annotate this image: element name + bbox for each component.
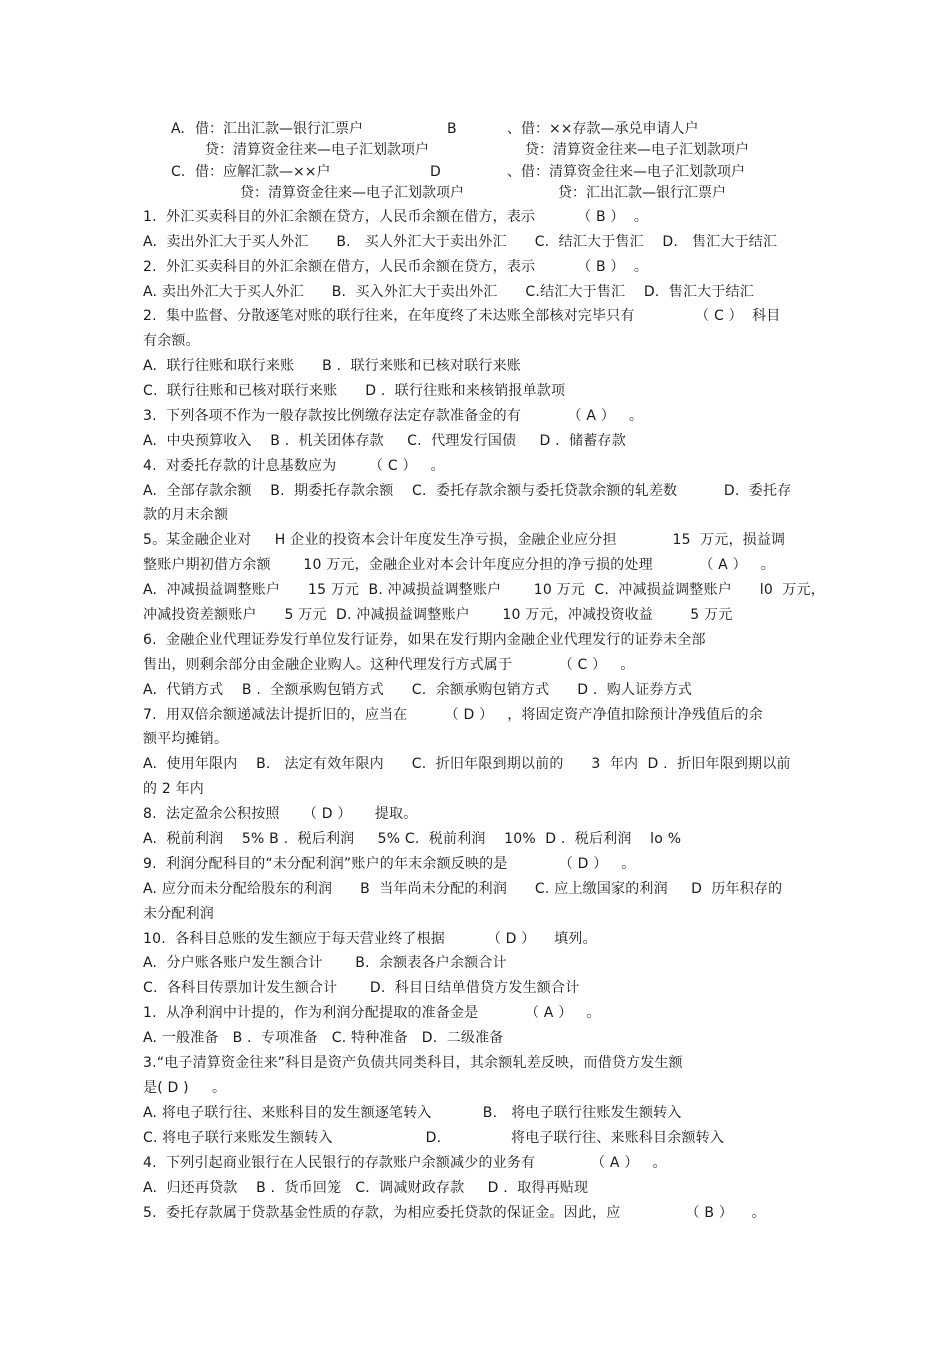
text-line: A. 使用年限内 B. 法定有效年限内 C. 折旧年限到期以前的 3 年内 D . 折旧年限到期以前 — [143, 756, 791, 772]
option-b-label: B — [447, 121, 457, 137]
text-line: A. 联行往账和联行来账 B . 联行来账和已核对联行来账 — [143, 358, 521, 374]
option-c-label: C. — [171, 164, 186, 180]
text-line: A. 应分而未分配给股东的利润 B 当年尚未分配的利润 C. 应上缴国家的利润 D 历年积存的 — [143, 881, 783, 897]
text-line: 8. 法定盈余公积按照 （ D ） 提取。 — [143, 806, 418, 822]
text-line: 售出，则剩余部分由金融企业购人。这种代理发行方式属于 （ C ） 。 — [143, 657, 635, 673]
text-line: A. 一般准备 B . 专项准备 C. 特种准备 D. 二级准备 — [143, 1030, 504, 1046]
text-line: 未分配利润 — [143, 906, 214, 922]
text-line: 1. 外汇买卖科目的外汇余额在贷方，人民币余额在借方，表示 （ B ） 。 — [143, 209, 649, 225]
option-d-label: D — [430, 164, 441, 180]
text-line: 1. 从净利润中计提的，作为利润分配提取的准备金是 （ A ） 。 — [143, 1005, 601, 1021]
text-line: 3.“电子清算资金往来”科目是资产负债共同类科目，其余额轧差反映，而借贷方发生额 — [143, 1055, 683, 1071]
text-line: A. 代销方式 B . 全额承购包销方式 C. 余额承购包销方式 D . 购人证券方式 — [143, 682, 692, 698]
text-line: 冲减投资差额账户 5 万元 D. 冲减损益调整账户 10 万元，冲减投资收益 5 万元 — [143, 607, 733, 623]
text-line: C. 各科目传票加计发生额合计 D. 科目日结单借贷方发生额合计 — [143, 980, 580, 996]
text-line: A. 冲减损益调整账户 15 万元 B. 冲减损益调整账户 10 万元 C. 冲减损益调整账户 l0 万元， — [143, 582, 825, 598]
text-line: A. 全部存款余额 B. 期委托存款余额 C. 委托存款余额与委托贷款余额的轧差数 D. 委托存 — [143, 483, 792, 499]
option-a-debit: 借：汇出汇款—银行汇票户 — [195, 121, 363, 137]
text-line: 额平均摊销。 — [143, 731, 229, 747]
text-line: 5。某金融企业对 H 企业的投资本会计年度发生净亏损，金融企业应分担 15 万元，损益调 — [143, 532, 786, 548]
text-line: A. 卖出外汇大于买人外汇 B. 买入外汇大于卖出外汇 C.结汇大于售汇 D. 售汇大于结汇 — [143, 284, 754, 300]
text-line: 是( D ) 。 — [143, 1080, 227, 1096]
text-line: A. 卖出外汇大于买人外汇 B. 买人外汇大于卖出外汇 C. 结汇大于售汇 D. 售汇大于结汇 — [143, 234, 778, 250]
text-line: A. 中央预算收入 B . 机关团体存款 C. 代理发行国债 D . 储蓄存款 — [143, 433, 626, 449]
text-line: 9. 利润分配科目的“未分配利润”账户的年末余额反映的是 （ D ） 。 — [143, 856, 636, 872]
option-d-credit: 贷：汇出汇款—银行汇票户 — [558, 185, 726, 201]
text-line: A. 分户账各账户发生额合计 B. 余额表各户余额合计 — [143, 955, 507, 971]
text-line: 2. 集中监督、分散逐笔对账的联行往来，在年度终了未达账全部核对完毕只有 （ C ） 科目 — [143, 308, 781, 324]
text-line: 有余额。 — [143, 333, 200, 349]
text-line: 5. 委托存款属于贷款基金性质的存款，为相应委托贷款的保证金。因此，应 （ B ） 。 — [143, 1205, 766, 1221]
text-line: 10. 各科目总账的发生额应于每天营业终了根据 （ D ） 填列。 — [143, 931, 597, 947]
text-line: 7. 用双倍余额递减法计提折旧的，应当在 （ D ） ，将固定资产净值扣除预计净残值后的余 — [143, 707, 763, 723]
text-line: 的 2 年内 — [143, 781, 205, 797]
text-line: 3. 下列各项不作为一般存款按比例缴存法定存款准备金的有 （ A ） 。 — [143, 408, 644, 424]
option-b-credit: 贷：清算资金往来—电子汇划款项户 — [525, 142, 749, 158]
option-a-label: A. — [171, 121, 185, 137]
text-line: A. 归还再贷款 B . 货币回笼 C. 调减财政存款 D . 取得再贴现 — [143, 1180, 589, 1196]
text-line: A. 税前利润 5% B . 税后利润 5% C. 税前利润 10% D . 税后利润 lo % — [143, 831, 682, 847]
text-line: 整账户期初借方余额 10 万元，金融企业对本会计年度应分担的净亏损的处理 （ A ） 。 — [143, 557, 775, 573]
text-line: 4. 下列引起商业银行在人民银行的存款账户余额减少的业务有 （ A ） 。 — [143, 1155, 667, 1171]
option-d-debit: 、借：清算资金往来—电子汇划款项户 — [507, 164, 745, 180]
option-b-debit: 、借：××存款—承兑申请人户 — [507, 121, 699, 137]
option-c-credit: 贷：清算资金往来—电子汇划款项户 — [240, 185, 464, 201]
text-line: C. 将电子联行来账发生额转入 D. 将电子联行往、来账科目余额转入 — [143, 1130, 725, 1146]
option-c-debit: 借：应解汇款—××户 — [195, 164, 331, 180]
option-a-credit: 贷：清算资金往来—电子汇划款项户 — [205, 142, 429, 158]
text-line: 2. 外汇买卖科目的外汇余额在借方，人民币余额在贷方，表示 （ B ） 。 — [143, 259, 649, 275]
text-line: C. 联行往账和已核对联行来账 D . 联行往账和来核销报单款项 — [143, 383, 566, 399]
text-line: 6. 金融企业代理证券发行单位发行证券，如果在发行期内金融企业代理发行的证券未全部 — [143, 632, 706, 648]
text-line: A. 将电子联行往、来账科目的发生额逐笔转入 B. 将电子联行往账发生额转入 — [143, 1105, 682, 1121]
text-line: 4. 对委托存款的计息基数应为 （ C ） 。 — [143, 458, 445, 474]
text-line: 款的月末余额 — [143, 507, 229, 523]
